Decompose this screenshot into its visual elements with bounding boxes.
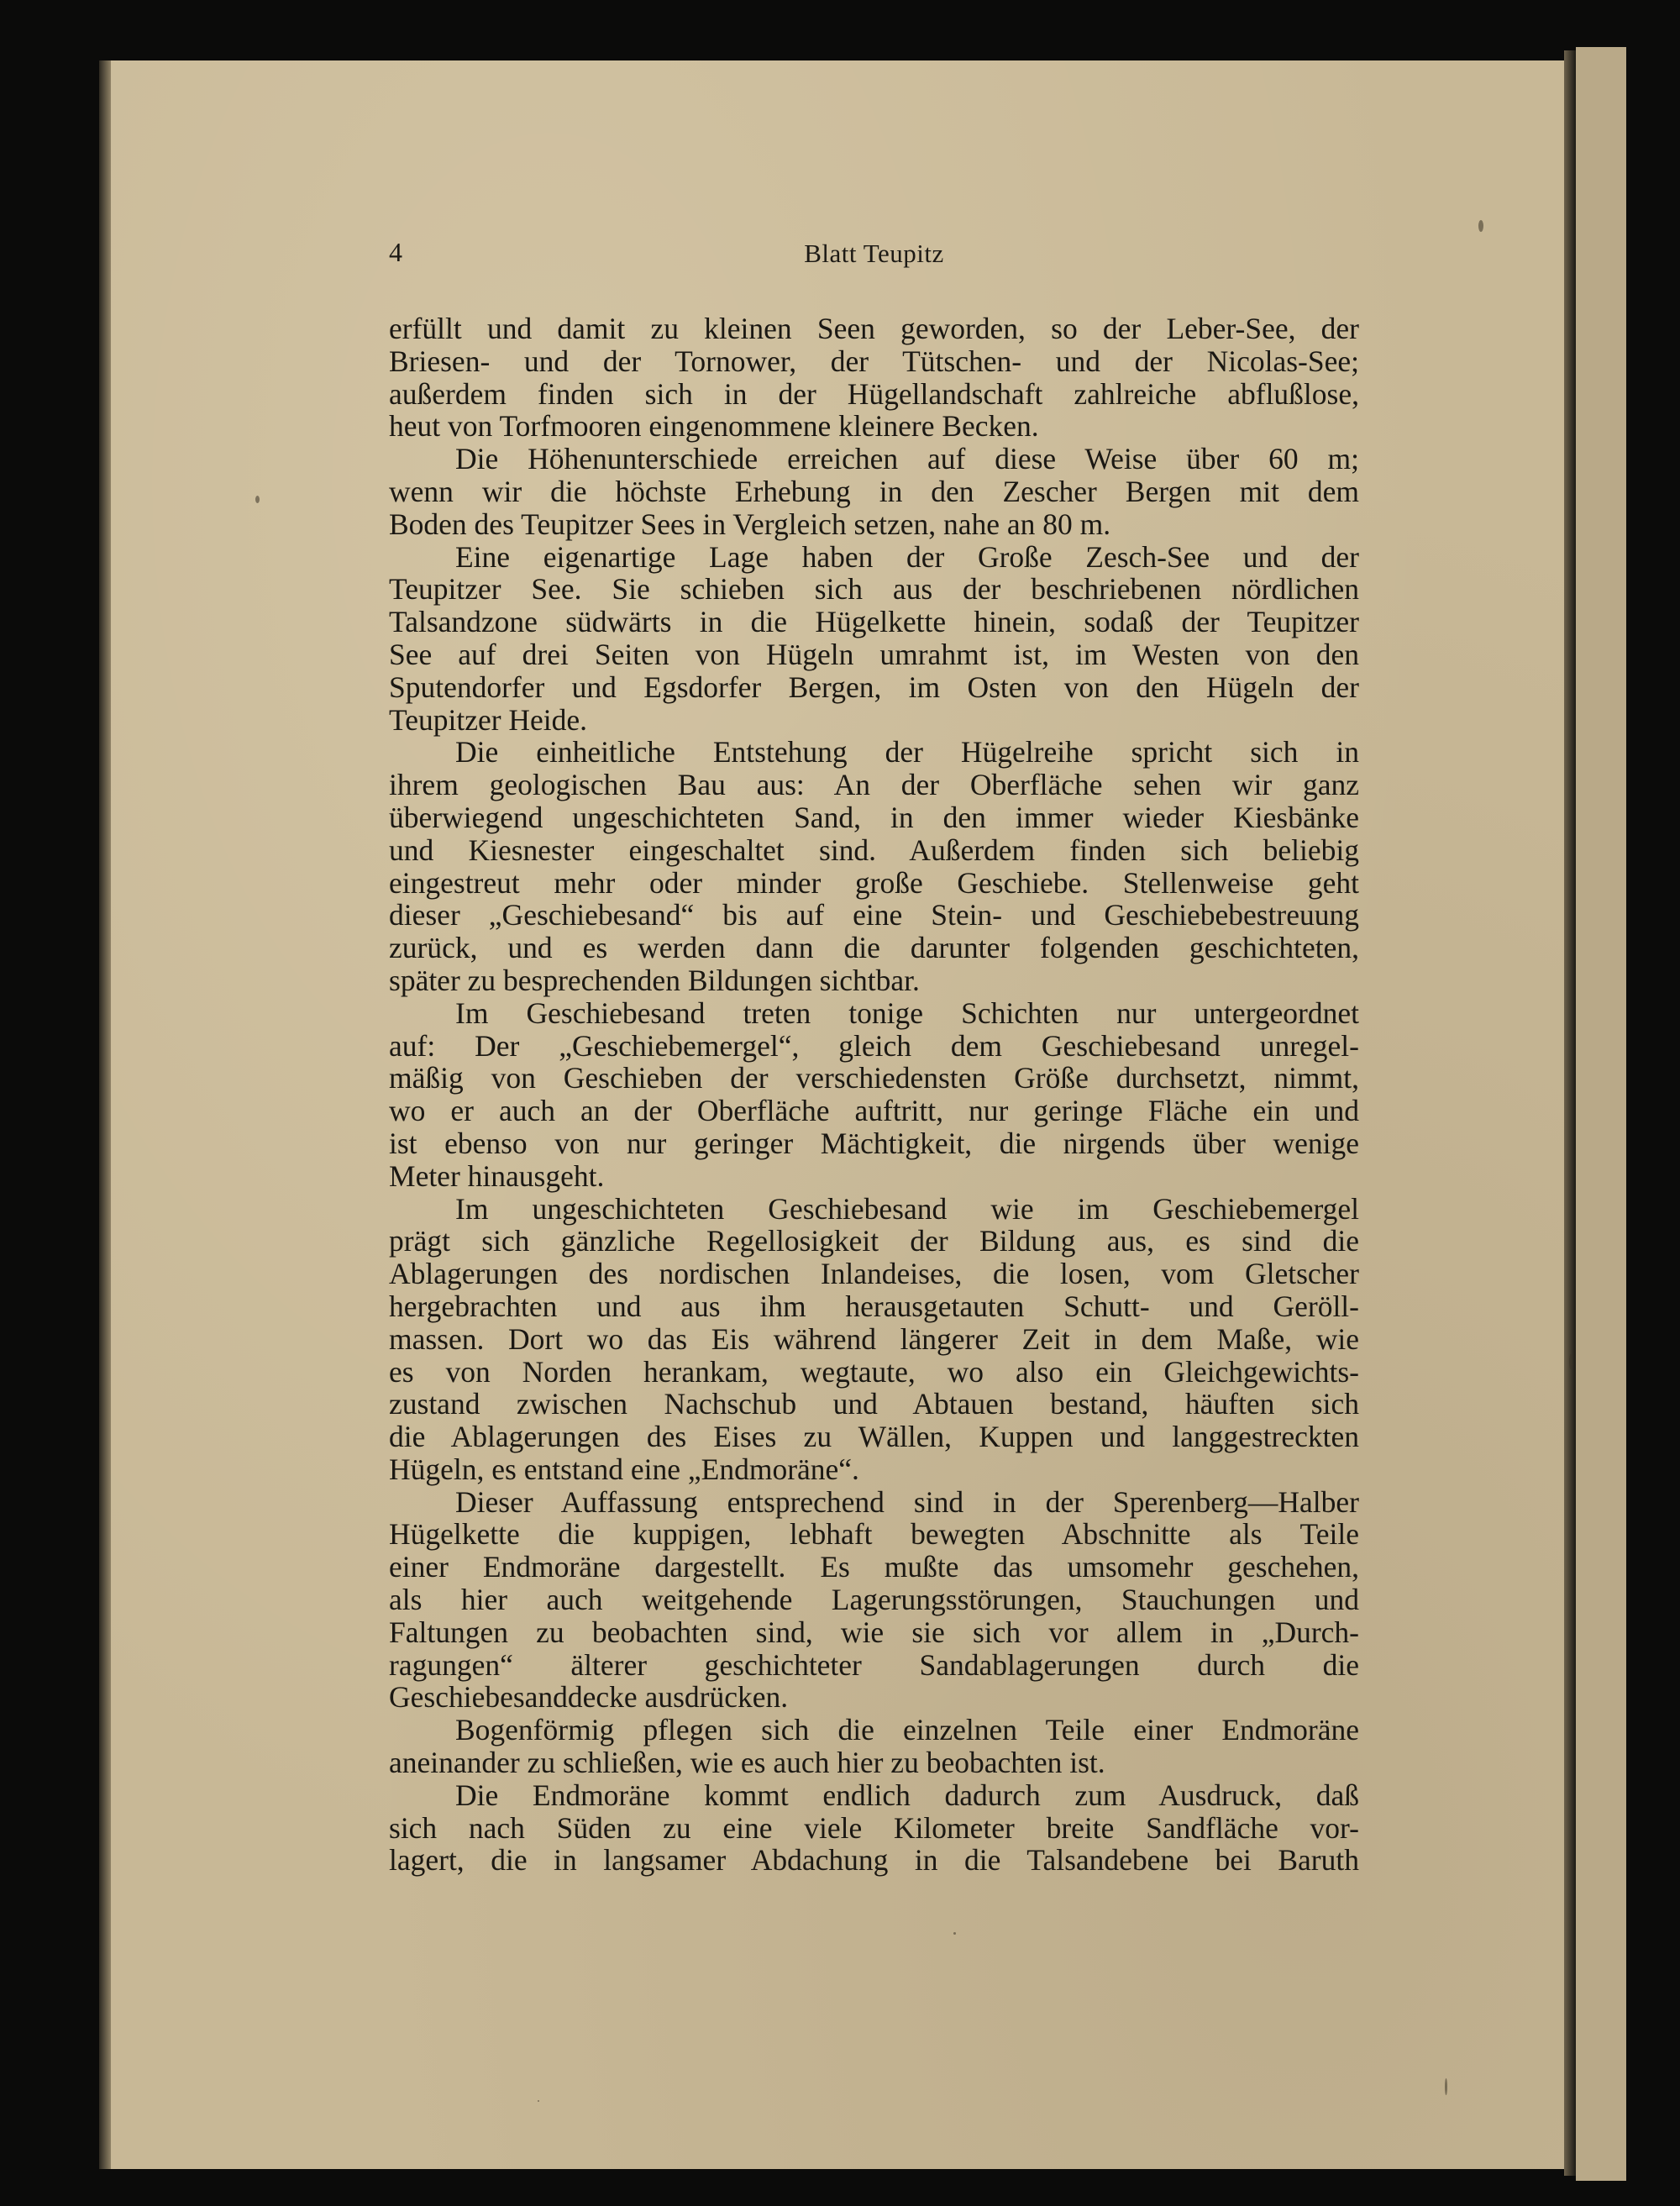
text-line: Talsandzone südwärts in die Hügelkette hinein, sodaß der Teupitzer <box>389 605 1359 639</box>
text-line: ragungen“ älterer geschichteter Sandablagerungen durch die <box>389 1647 1359 1682</box>
text-line: außerdem finden sich in der Hügellandschaft zahlreiche abflußlose, <box>389 376 1359 411</box>
text-line: mäßig von Geschieben der verschiedensten Größe durchsetzt, nimmt, <box>389 1061 1359 1095</box>
text-line: Boden des Teupitzer Sees in Vergleich setzen, nahe an 80 m. <box>389 507 1111 541</box>
paragraph <box>389 443 1359 540</box>
text-line: einer Endmoräne dargestellt. Es mußte das umsomehr geschehen, <box>389 1550 1359 1584</box>
text-line: heut von Torfmooren eingenommene kleinere Becken. <box>389 409 1039 444</box>
text-line: Bogenförmig pflegen sich die einzelnen Teile einer Endmoräne <box>455 1713 1359 1747</box>
text-line: massen. Dort wo das Eis während längerer Zeit in dem Maße, wie <box>389 1321 1359 1356</box>
facing-page-strip <box>1576 47 1626 2181</box>
text-line: Hügelkette die kuppigen, lebhaft bewegten Abschnitte als Teile <box>389 1517 1359 1552</box>
text-line: wenn wir die höchste Erhebung in den Zescher Bergen mit dem <box>389 474 1359 508</box>
paragraph <box>389 736 1359 996</box>
text-line: Die Endmoräne kommt endlich dadurch zum Ausdruck, daß <box>455 1778 1359 1812</box>
text-line: hergebrachten und aus ihm herausgetauten Schutt- und Geröll- <box>389 1289 1359 1323</box>
text-line: zustand zwischen Nachschub und Abtauen bestand, häuften sich <box>389 1387 1359 1421</box>
text-line: Briesen- und der Tornower, der Tütschen- und der Nicolas-See; <box>389 344 1359 378</box>
text-line: aneinander zu schließen, wie es auch hier zu beobachten ist. <box>389 1746 1105 1780</box>
text-line: Die Höhenunterschiede erreichen auf diese Weise über 60 m; <box>455 442 1359 476</box>
text-line: später zu besprechenden Bildungen sichtbar. <box>389 963 920 997</box>
text-line: zurück, und es werden dann die darunter folgenden geschichteten, <box>389 931 1359 965</box>
text-line: Ablagerungen des nordischen Inlandeises, die losen, vom Gletscher <box>389 1257 1359 1291</box>
text-line: Sputendorfer und Egsdorfer Bergen, im Osten von den Hügeln der <box>389 670 1359 704</box>
text-line: auf: Der „Geschiebemergel“, gleich dem Geschiebesand unregel- <box>389 1028 1359 1063</box>
page-header <box>389 237 1359 279</box>
text-line: Meter hinausgeht. <box>389 1158 605 1193</box>
paragraph <box>389 1779 1359 1877</box>
text-line: ist ebenso von nur geringer Mächtigkeit, die nirgends über wenige <box>389 1126 1359 1160</box>
text-line: erfüllt und damit zu kleinen Seen geworden, so der Leber-See, der <box>389 312 1359 345</box>
text-line: See auf drei Seiten von Hügeln umrahmt ist, im Westen von den <box>389 637 1359 671</box>
paragraph <box>389 1714 1359 1779</box>
text-line: Eine eigenartige Lage haben der Große Zesch-See und der <box>455 539 1359 574</box>
text-line: wo er auch an der Oberfläche auftritt, nur geringe Fläche ein und <box>389 1094 1359 1128</box>
text-line: Teupitzer See. Sie schieben sich aus der beschriebenen nördlichen <box>389 572 1359 607</box>
text-line: dieser „Geschiebesand“ bis auf eine Stein- und Geschiebebestreuung <box>389 898 1359 932</box>
running-title: Blatt Teupitz <box>804 239 944 268</box>
text-line: prägt sich gänzliche Regellosigkeit der Bildung aus, es sind die <box>389 1224 1359 1258</box>
book-gutter <box>1564 50 1576 2176</box>
text-line: sich nach Süden zu eine viele Kilometer breite Sandfläche vor- <box>389 1810 1359 1845</box>
text-line: überwiegend ungeschichteten Sand, in den immer wieder Kiesbänke <box>389 800 1359 834</box>
paragraph <box>389 313 1359 443</box>
paragraph <box>389 1486 1359 1715</box>
text-line: Die einheitliche Entstehung der Hügelreihe spricht sich in <box>455 735 1359 769</box>
paragraph <box>389 1193 1359 1486</box>
text-line: Dieser Auffassung entsprechend sind in der Sperenberg—Halber <box>455 1484 1359 1519</box>
text-line: Faltungen zu beobachten sind, wie sie sich vor allem in „Durch- <box>389 1615 1359 1649</box>
text-line: Im ungeschichteten Geschiebesand wie im Geschiebemergel <box>455 1191 1359 1226</box>
paragraph <box>389 997 1359 1193</box>
text-line: Teupitzer Heide. <box>389 702 588 737</box>
page-edge-shadow <box>99 60 111 2169</box>
text-line: die Ablagerungen des Eises zu Wällen, Kuppen und langgestreckten <box>389 1420 1359 1454</box>
page-number: 4 <box>389 237 402 267</box>
text-line: Hügeln, es entstand eine „Endmoräne“. <box>389 1452 859 1486</box>
text-line: Im Geschiebesand treten tonige Schichten nur untergeordnet <box>455 995 1359 1030</box>
body-text <box>389 313 1359 1877</box>
text-line: eingestreut mehr oder minder große Geschiebe. Stellenweise geht <box>389 865 1359 900</box>
text-line: als hier auch weitgehende Lagerungsstörungen, Stauchungen und <box>389 1583 1359 1617</box>
text-line: lagert, die in langsamer Abdachung in die Talsandebene bei Baruth <box>389 1843 1359 1878</box>
paragraph <box>389 541 1359 737</box>
text-line: und Kiesnester eingeschaltet sind. Außerdem finden sich beliebig <box>389 833 1359 867</box>
text-line: ihrem geologischen Bau aus: An der Oberfläche sehen wir ganz <box>389 768 1359 802</box>
text-line: Geschiebesanddecke ausdrücken. <box>389 1680 789 1715</box>
text-line: es von Norden herankam, wegtaute, wo also ein Gleichgewichts- <box>389 1354 1359 1389</box>
